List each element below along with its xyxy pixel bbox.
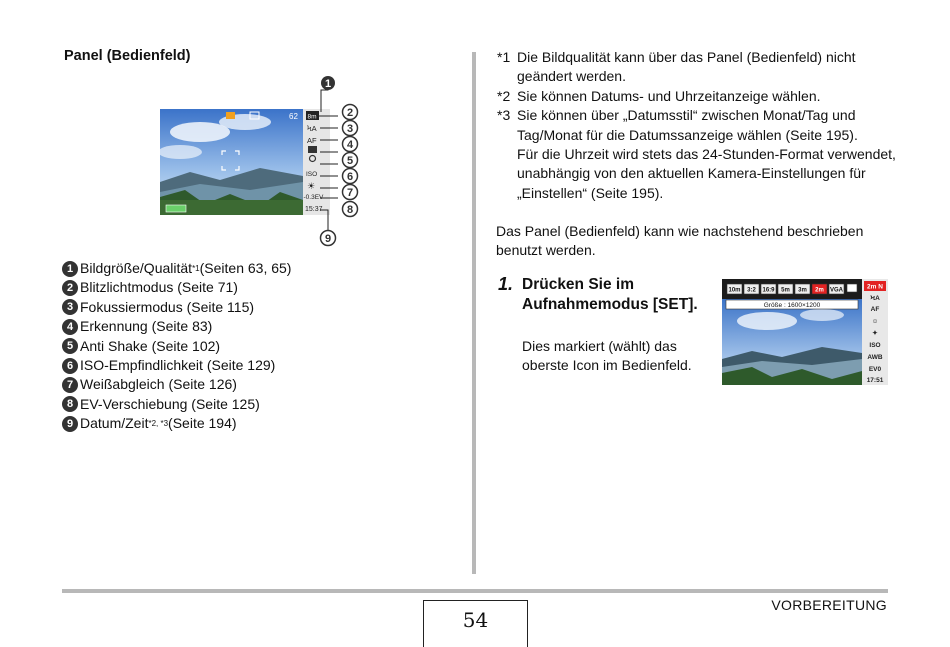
callout-8 bbox=[343, 202, 358, 217]
mode-icon bbox=[226, 112, 235, 119]
footnote-3: *3 Sie können über „Datumsstil“ zwischen Monat/Tag und Tag/Monat für die Datumssanzeige wählen (Seite 195). bbox=[497, 107, 858, 143]
footnote-2: *2 Sie können Datums- und Uhrzeitanzeige wählen. bbox=[497, 87, 821, 104]
size-caption: Größe : 1600×1200 bbox=[763, 302, 821, 309]
svg-text:2m: 2m bbox=[815, 287, 824, 294]
svg-text:5: 5 bbox=[346, 155, 354, 167]
legend-item: 8 EV-Verschiebung (Seite 125) bbox=[62, 395, 291, 414]
legend-number: 8 bbox=[62, 396, 78, 412]
chapter-label: VORBEREITUNG bbox=[771, 597, 887, 613]
legend-number: 1 bbox=[62, 261, 78, 277]
legend-number: 4 bbox=[62, 319, 78, 335]
svg-text:7: 7 bbox=[346, 187, 354, 199]
svg-text:8: 8 bbox=[346, 204, 354, 216]
svg-text:9: 9 bbox=[324, 233, 332, 245]
lcd-diagram bbox=[160, 72, 370, 252]
panel-flash-icon: ϞA bbox=[307, 124, 317, 133]
section-title: Panel (Bedienfeld) bbox=[64, 48, 191, 64]
svg-text:2: 2 bbox=[346, 107, 354, 119]
legend-item: 4 Erkennung (Seite 83) bbox=[62, 317, 291, 336]
callout-2 bbox=[343, 105, 358, 120]
screen-flash-icon: ϞA bbox=[870, 295, 880, 302]
legend-list bbox=[62, 259, 291, 434]
panel-face-icon bbox=[308, 146, 317, 153]
callout-1 bbox=[321, 76, 335, 90]
screen-time: 17:51 bbox=[866, 377, 884, 384]
screen-face-icon: ☺ bbox=[871, 318, 879, 325]
intro-paragraph: Das Panel (Bedienfeld) kann wie nachstehend beschrieben benutzt werden. bbox=[496, 223, 864, 259]
legend-item: 3 Fokussiermodus (Seite 115) bbox=[62, 298, 291, 317]
step-number: 1. bbox=[498, 274, 514, 294]
page-number: 54 bbox=[423, 600, 528, 647]
screen-ev-icon: EV0 bbox=[868, 366, 882, 373]
svg-text:4: 4 bbox=[346, 139, 354, 151]
svg-text:VGA: VGA bbox=[829, 287, 844, 294]
panel-ev: -0.3EV bbox=[303, 194, 324, 201]
screen-iso-icon: ISO bbox=[869, 342, 881, 349]
step-title: Drücken Sie im Aufnahmemodus [SET]. bbox=[522, 276, 698, 313]
screen-shake-icon: ✦ bbox=[872, 330, 878, 337]
panel-wb-icon: ☀ bbox=[307, 182, 316, 192]
legend-number: 3 bbox=[62, 299, 78, 315]
legend-item: 7 Weißabgleich (Seite 126) bbox=[62, 375, 291, 394]
legend-item: 2 Blitzlichtmodus (Seite 71) bbox=[62, 278, 291, 297]
legend-item: 5 Anti Shake (Seite 102) bbox=[62, 337, 291, 356]
callout-6 bbox=[343, 169, 358, 184]
svg-text:1: 1 bbox=[324, 78, 332, 90]
legend-number: 7 bbox=[62, 377, 78, 393]
svg-text:8m: 8m bbox=[307, 113, 317, 121]
legend-item: 1 Bildgröße/Qualität *1 (Seiten 63, 65) bbox=[62, 259, 291, 278]
legend-number: 5 bbox=[62, 338, 78, 354]
legend-number: 9 bbox=[62, 416, 78, 432]
legend-item: 9 Datum/Zeit *2, *3 (Seite 194) bbox=[62, 414, 291, 433]
panel-focus-icon: AF bbox=[307, 136, 317, 145]
svg-text:3m: 3m bbox=[798, 287, 807, 294]
arrow-icon bbox=[847, 284, 857, 292]
svg-text:16:9: 16:9 bbox=[762, 287, 775, 294]
svg-text:10m: 10m bbox=[728, 287, 741, 294]
footer-divider bbox=[62, 589, 888, 593]
callout-3 bbox=[343, 121, 358, 136]
svg-text:5m: 5m bbox=[781, 287, 790, 294]
step-description: Dies markiert (wählt) das oberste Icon im Bedienfeld. bbox=[522, 338, 692, 374]
svg-text:3:2: 3:2 bbox=[747, 287, 756, 294]
legend-number: 6 bbox=[62, 358, 78, 374]
footnote-3-continued: Für die Uhrzeit wird stets das 24-Stunden-Format verwendet, unabhängig von den aktuellen Kamera-Einstellungen für „Einstellen“ (Seite 195). bbox=[517, 146, 896, 201]
screen-focus-icon: AF bbox=[870, 306, 880, 313]
footnotes bbox=[497, 48, 897, 203]
legend-item: 6 ISO-Empfindlichkeit (Seite 129) bbox=[62, 356, 291, 375]
panel-iso-icon: ISO bbox=[306, 171, 318, 178]
shots-remaining: 62 bbox=[289, 112, 298, 121]
svg-text:3: 3 bbox=[346, 123, 354, 135]
footnote-1: *1 Die Bildqualität kann über das Panel (Bedienfeld) nicht geändert werden. bbox=[497, 49, 856, 85]
battery-icon bbox=[166, 205, 186, 212]
screen-size-icon: 2m N bbox=[867, 283, 883, 291]
legend-number: 2 bbox=[62, 280, 78, 296]
svg-text:6: 6 bbox=[346, 171, 354, 183]
panel-time: 15:37 bbox=[305, 206, 323, 213]
callout-5 bbox=[343, 153, 358, 168]
column-divider bbox=[472, 52, 476, 574]
screen-wb-icon: AWB bbox=[867, 354, 883, 361]
callout-7 bbox=[343, 185, 358, 200]
callout-4 bbox=[343, 137, 358, 152]
camera-screen bbox=[722, 279, 888, 385]
callout-9 bbox=[321, 231, 336, 246]
